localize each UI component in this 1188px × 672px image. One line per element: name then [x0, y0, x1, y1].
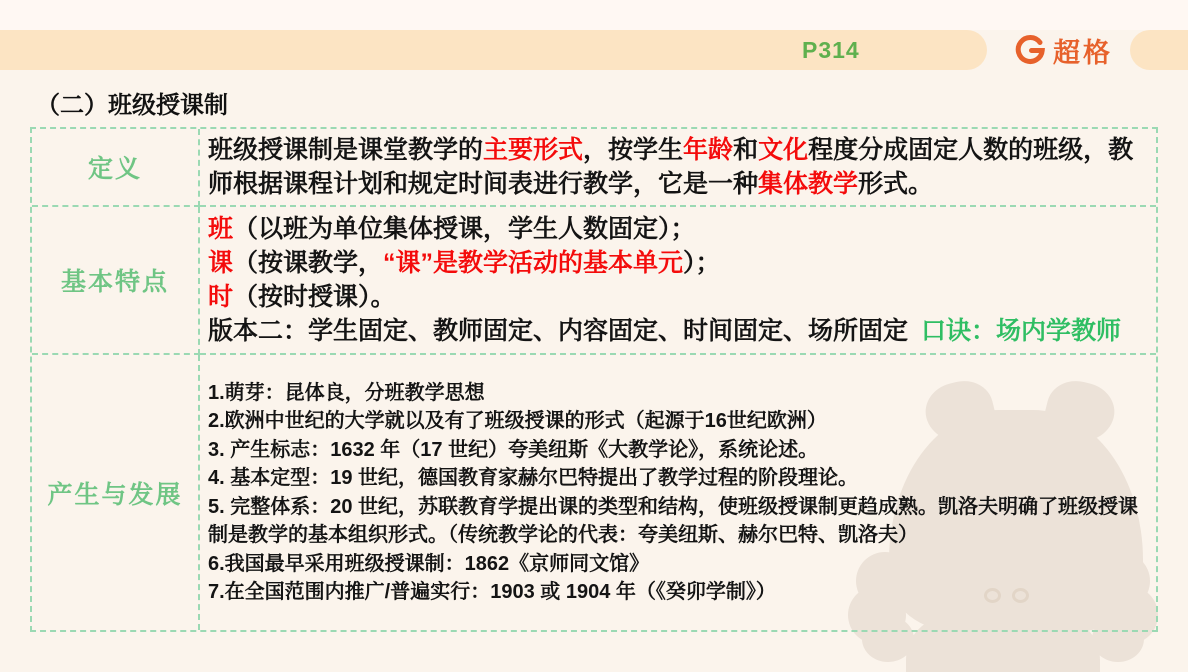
development-item: 1.萌芽：昆体良，分班教学思想	[208, 381, 485, 404]
header-bar	[0, 30, 987, 70]
development-item: 6.我国最早采用班级授课制：1862《京师同文馆》	[208, 552, 650, 575]
brand-logo	[1014, 30, 1113, 70]
development-item: 2.欧洲中世纪的大学就以及有了班级授课的形式（起源于16世纪欧洲）	[208, 410, 827, 432]
header-bar-right	[1130, 30, 1188, 70]
development-item: 5. 完整体系：20 世纪，苏联教育学提出课的类型和结构，使班级授课制更趋成熟。凯洛夫明确了班级授课制是教学的基本组织形式。（传统教学论的代表：夸美纽斯、赫尔巴特、凯洛夫）	[208, 495, 1139, 546]
slide-title: （二）班级授课制	[36, 92, 228, 119]
brand-name: 超格	[1053, 37, 1113, 68]
row-label-features: 基本特点	[32, 207, 200, 355]
development-item: 3. 产生标志：1632 年（17 世纪）夸美纽斯《大教学论》，系统论述。	[208, 438, 819, 461]
info-table	[30, 127, 1158, 632]
development-item: 4. 基本定型：19 世纪，德国教育家赫尔巴特提出了教学过程的阶段理论。	[208, 467, 859, 489]
definition-text: 班级授课制是课堂教学的主要形式，按学生年龄和文化程度分成固定人数的班级，教师根据课程计划和规定时间表进行教学，它是一种集体教学形式。	[208, 136, 1134, 198]
features-line: 时（按时授课）。	[208, 283, 396, 311]
brand-g-icon	[1014, 34, 1046, 66]
row-label-development: 产生与发展	[32, 355, 200, 630]
features-line: 课（按课教学，“课”是教学活动的基本单元）；	[208, 249, 721, 277]
development-content	[200, 355, 1156, 630]
definition-content	[200, 129, 1156, 207]
top-strip	[0, 0, 1188, 30]
development-item: 7.在全国范围内推广/普遍实行：1903 或 1904 年（《癸卯学制》）	[208, 581, 776, 603]
page-number: P314	[802, 37, 860, 63]
features-content	[200, 207, 1156, 355]
row-label-definition: 定义	[32, 129, 200, 207]
features-line: 班（以班为单位集体授课，学生人数固定）；	[208, 215, 696, 243]
features-line: 版本二：学生固定、教师固定、内容固定、时间固定、场所固定 口诀：场内学教师	[208, 317, 1122, 345]
